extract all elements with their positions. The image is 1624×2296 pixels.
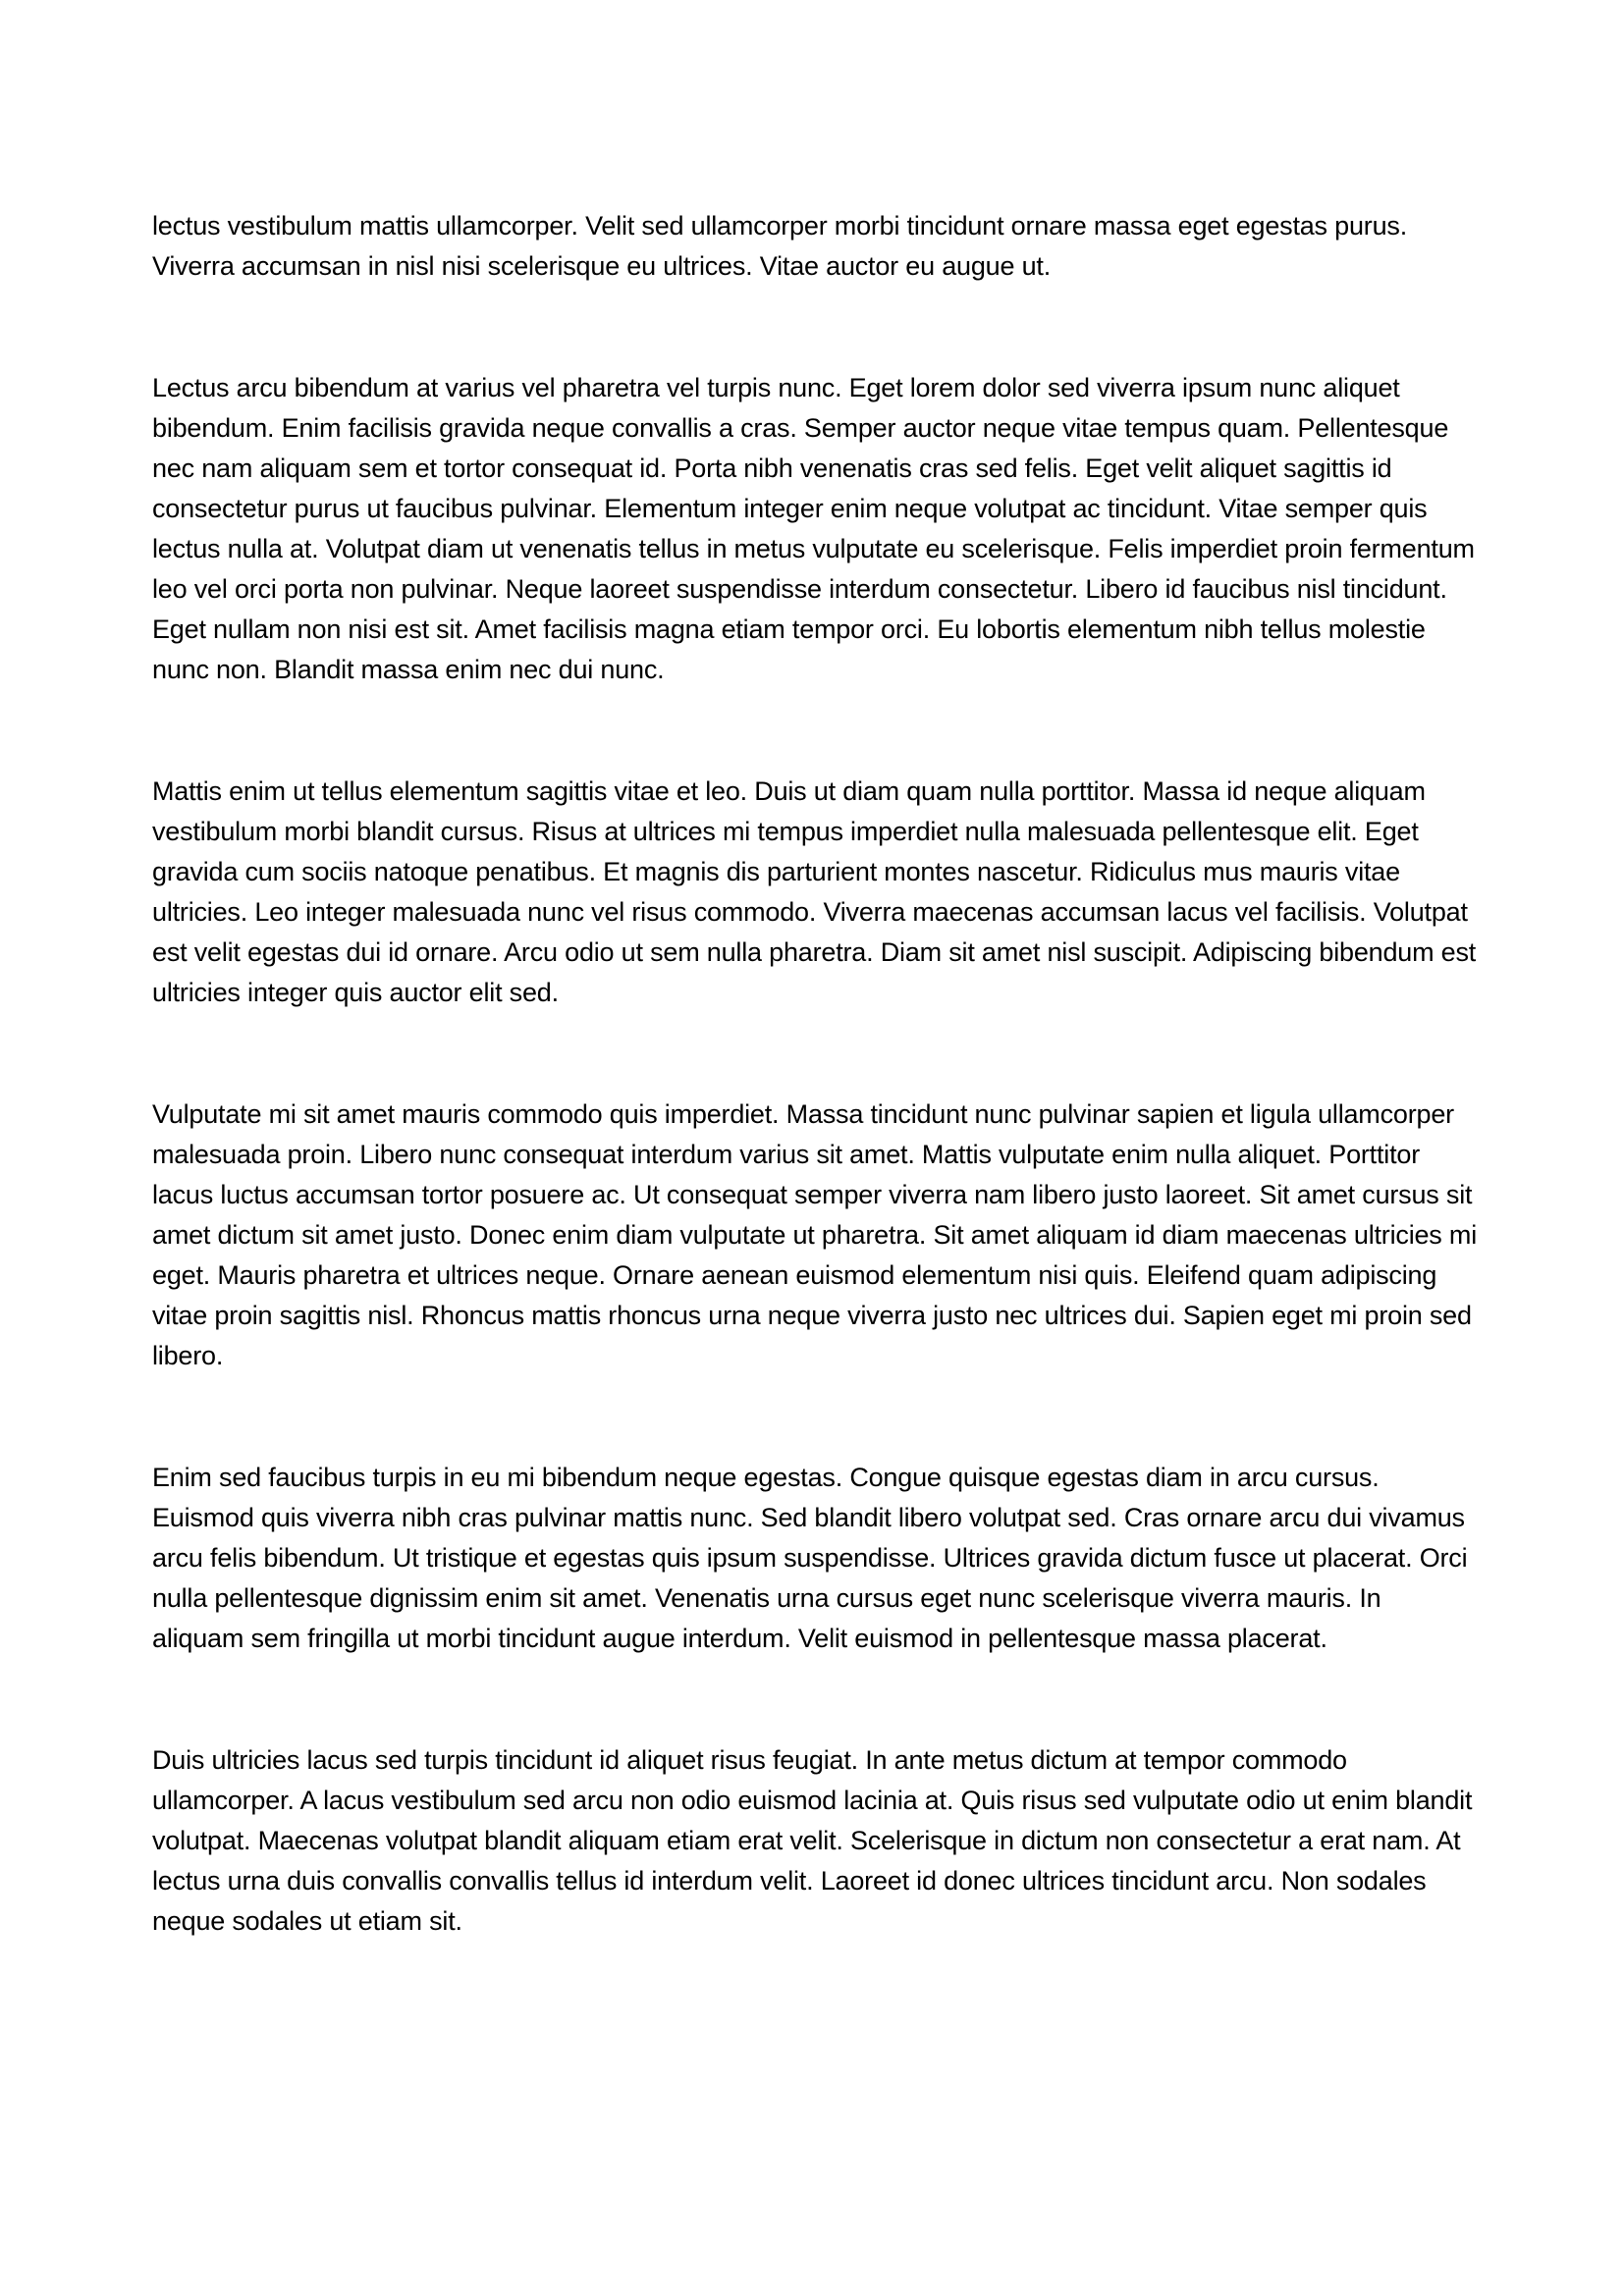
paragraph-4: Vulputate mi sit amet mauris commodo quis imperdiet. Massa tincidunt nunc pulvinar sapien et ligula ullamcorper malesuada proin. Libero nunc consequat interdum varius sit amet. Mattis vulputate enim nulla aliquet. Porttitor lacus luctus accumsan tortor posuere ac. Ut consequat semper viverra nam libero justo laoreet. Sit amet cursus sit amet dictum sit amet justo. Donec enim diam vulputate ut pharetra. Sit amet aliquam id diam maecenas ultricies mi eget. Mauris pharetra et ultrices neque. Ornare aenean euismod elementum nisi quis. Eleifend quam adipiscing vitae proin sagittis nisl. Rhoncus mattis rhoncus urna neque viverra justo nec ultrices dui. Sapien eget mi proin sed libero. xyxy=(152,1099,1477,1370)
paragraph-5: Enim sed faucibus turpis in eu mi bibendum neque egestas. Congue quisque egestas diam in arcu cursus. Euismod quis viverra nibh cras pulvinar mattis nunc. Sed blandit libero volutpat sed. Cras ornare arcu dui vivamus arcu felis bibendum. Ut tristique et egestas quis ipsum suspendisse. Ultrices gravida dictum fusce ut placerat. Orci nulla pellentesque dignissim enim sit amet. Venenatis urna cursus eget nunc scelerisque viverra mauris. In aliquam sem fringilla ut morbi tincidunt augue interdum. Velit euismod in pellentesque massa placerat. xyxy=(152,1463,1468,1653)
paragraph-2: Lectus arcu bibendum at varius vel pharetra vel turpis nunc. Eget lorem dolor sed viverra ipsum nunc aliquet bibendum. Enim facilisis gravida neque convallis a cras. Semper auctor neque vitae tempus quam. Pellentesque nec nam aliquam sem et tortor consequat id. Porta nibh venenatis cras sed felis. Eget velit aliquet sagittis id consectetur purus ut faucibus pulvinar. Elementum integer enim neque volutpat ac tincidunt. Vitae semper quis lectus nulla at. Volutpat diam ut venenatis tellus in metus vulputate eu scelerisque. Felis imperdiet proin fermentum leo vel orci porta non pulvinar. Neque laoreet suspendisse interdum consectetur. Libero id faucibus nisl tincidunt. Eget nullam non nisi est sit. Amet facilisis magna etiam tempor orci. Eu lobortis elementum nibh tellus molestie nunc non. Blandit massa enim nec dui nunc. xyxy=(152,373,1475,684)
document-body xyxy=(152,206,1477,1942)
paragraph-3: Mattis enim ut tellus elementum sagittis vitae et leo. Duis ut diam quam nulla porttitor. Massa id neque aliquam vestibulum morbi blandit cursus. Risus at ultrices mi tempus imperdiet nulla malesuada pellentesque elit. Eget gravida cum sociis natoque penatibus. Et magnis dis parturient montes nascetur. Ridiculus mus mauris vitae ultricies. Leo integer malesuada nunc vel risus commodo. Viverra maecenas accumsan lacus vel facilisis. Volutpat est velit egestas dui id ornare. Arcu odio ut sem nulla pharetra. Diam sit amet nisl suscipit. Adipiscing bibendum est ultricies integer quis auctor elit sed. xyxy=(152,776,1477,1007)
paragraph-1: lectus vestibulum mattis ullamcorper. Velit sed ullamcorper morbi tincidunt ornare massa eget egestas purus. Viverra accumsan in nisl nisi scelerisque eu ultrices. Vitae auctor eu augue ut. xyxy=(152,211,1407,281)
paragraph-6: Duis ultricies lacus sed turpis tincidunt id aliquet risus feugiat. In ante metus dictum at tempor commodo ullamcorper. A lacus vestibulum sed arcu non odio euismod lacinia at. Quis risus sed vulputate odio ut enim blandit volutpat. Maecenas volutpat blandit aliquam etiam erat velit. Scelerisque in dictum non consectetur a erat nam. At lectus urna duis convallis convallis tellus id interdum velit. Laoreet id donec ultrices tincidunt arcu. Non sodales neque sodales ut etiam sit. xyxy=(152,1745,1473,1936)
